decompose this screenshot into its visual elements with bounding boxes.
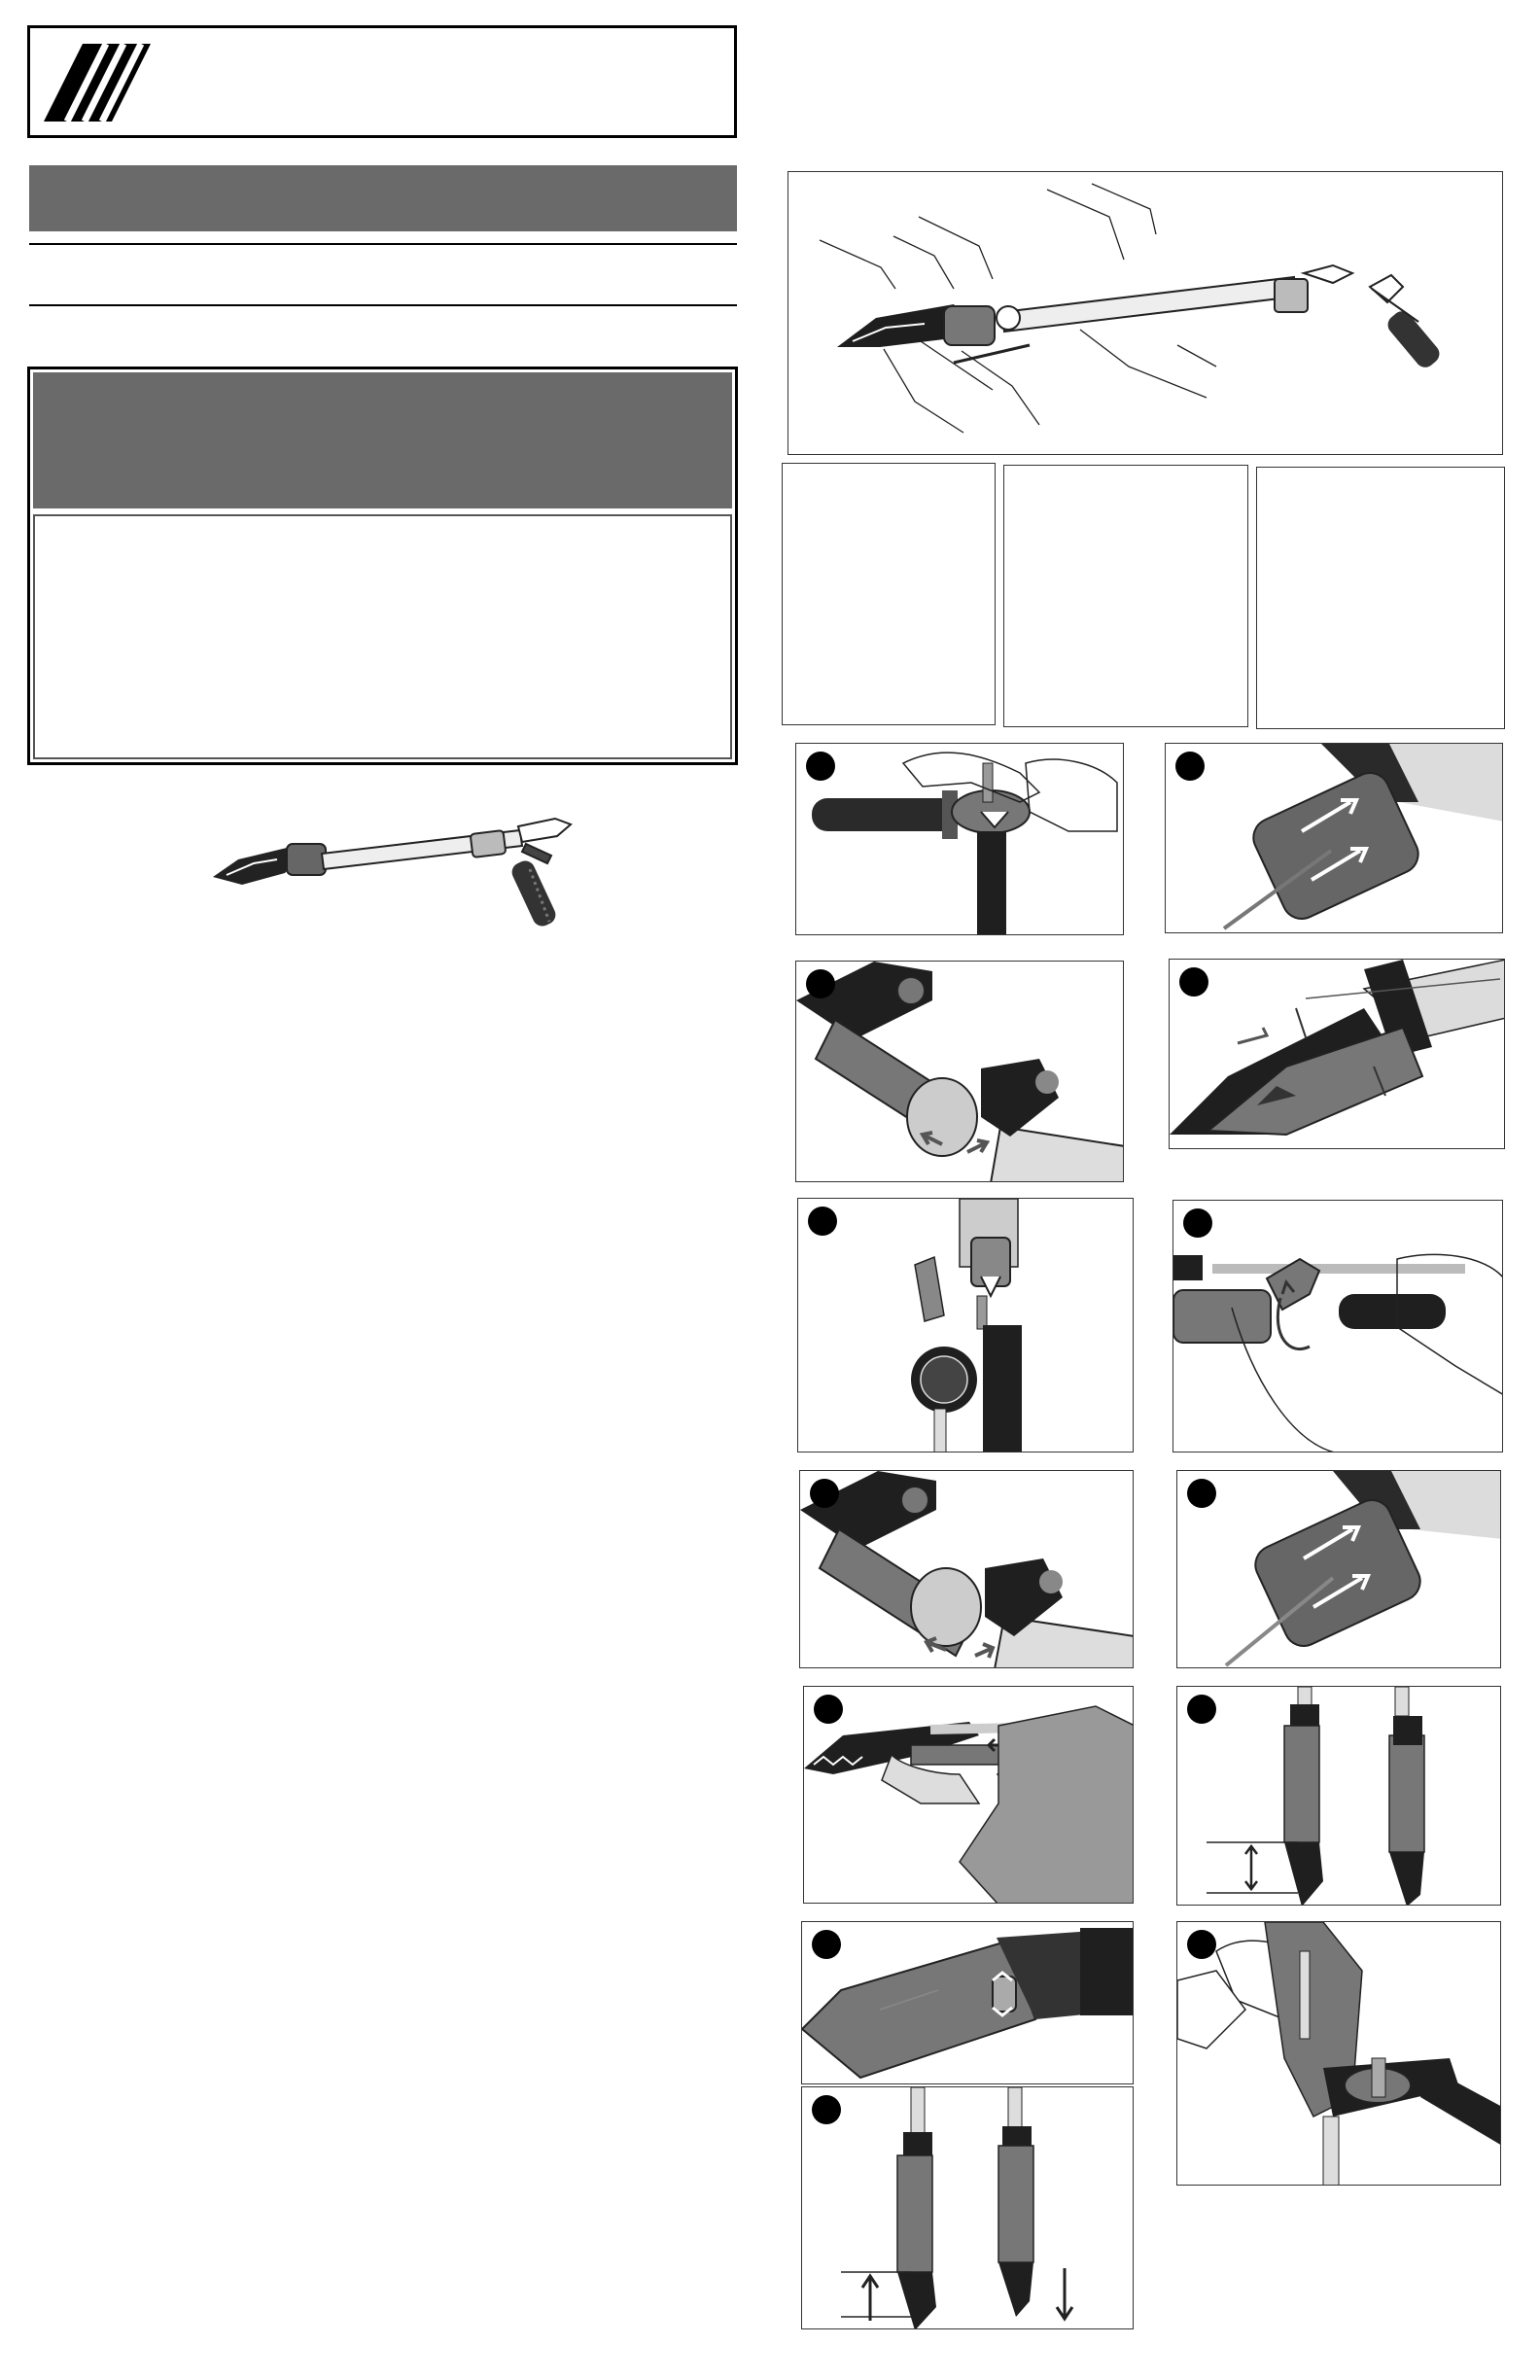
blank-info-box: [1003, 465, 1248, 727]
safety-notice-box: [27, 367, 738, 765]
step-figure: [803, 1686, 1134, 1904]
step-number-marker: [1183, 1208, 1212, 1238]
step-figure: [1172, 1200, 1503, 1452]
step-figure: [797, 1198, 1134, 1452]
title-bar: [29, 165, 737, 231]
step-number-marker: [1187, 1695, 1216, 1724]
rule-line-bottom: [29, 304, 737, 306]
step-figure: [801, 1921, 1134, 2084]
step-figure: [799, 1470, 1134, 1668]
brand-chevron-mark: [44, 44, 151, 122]
step-number-marker: [812, 2095, 841, 2124]
step-figure: [795, 743, 1124, 935]
step-number-marker: [1187, 1479, 1216, 1508]
step-number-marker: [1175, 752, 1205, 781]
step-number-marker: [806, 752, 835, 781]
step-figure: [1176, 1686, 1501, 1906]
blank-info-box: [782, 463, 996, 725]
step-number-marker: [806, 969, 835, 998]
rule-line-top: [29, 243, 737, 245]
step-figure: [1176, 1921, 1501, 2186]
brand-logo-box: [27, 25, 737, 138]
step-figure: [1165, 743, 1503, 933]
blank-info-box: [1256, 467, 1505, 729]
safety-notice-header: [33, 372, 732, 508]
safety-notice-body: [33, 514, 732, 759]
step-number-marker: [810, 1479, 839, 1508]
step-number-marker: [808, 1207, 837, 1236]
parts-diagram: [788, 171, 1503, 455]
step-number-marker: [812, 1930, 841, 1959]
product-illustration: [209, 817, 588, 943]
step-figure: [801, 2086, 1134, 2329]
step-number-marker: [814, 1695, 843, 1724]
step-number-marker: [1187, 1930, 1216, 1959]
step-figure: [1176, 1470, 1501, 1668]
step-figure: [795, 961, 1124, 1182]
step-number-marker: [1179, 967, 1208, 997]
step-figure: [1169, 959, 1505, 1149]
